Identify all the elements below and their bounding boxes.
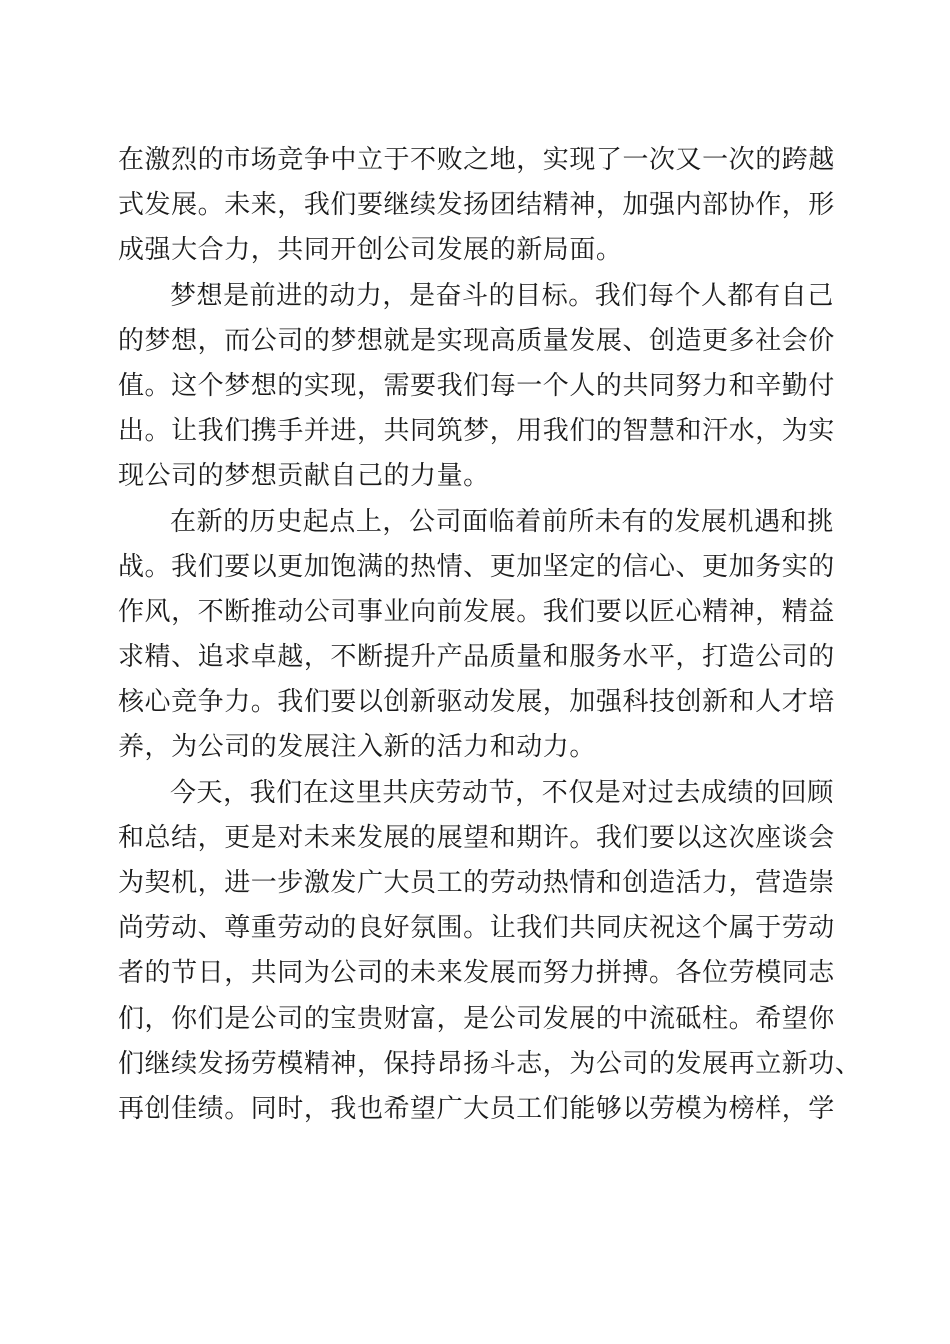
text-line: 现公司的梦想贡献自己的力量。 bbox=[118, 461, 490, 492]
text-line: 尚劳动、尊重劳动的良好氛围。让我们共同庆祝这个属于劳动 bbox=[118, 913, 835, 944]
text-line: 的梦想，而公司的梦想就是实现高质量发展、创造更多社会价 bbox=[118, 325, 835, 356]
text-line: 们，你们是公司的宝贵财富，是公司发展的中流砥柱。希望你 bbox=[118, 1003, 835, 1034]
text-line: 为契机，进一步激发广大员工的劳动热情和创造活力，营造崇 bbox=[118, 868, 835, 898]
paragraph-first-line: 梦想是前进的动力，是奋斗的目标。我们每个人都有自己 bbox=[170, 280, 834, 311]
text-line: 在激烈的市场竞争中立于不败之地，实现了一次又一次的跨越 bbox=[118, 145, 835, 175]
text-line: 成强大合力，共同开创公司发展的新局面。 bbox=[118, 235, 623, 266]
text-line: 再创佳绩。同时，我也希望广大员工们能够以劳模为榜样，学 bbox=[118, 1093, 835, 1124]
text-line: 求精、追求卓越，不断提升产品质量和服务水平，打造公司的 bbox=[118, 642, 835, 673]
text-line: 式发展。未来，我们要继续发扬团结精神，加强内部协作，形 bbox=[118, 190, 835, 221]
text-line: 和总结，更是对未来发展的展望和期许。我们要以这次座谈会 bbox=[118, 822, 835, 853]
text-line: 者的节日，共同为公司的未来发展而努力拼搏。各位劳模同志 bbox=[118, 958, 835, 989]
text-line: 作风，不断推动公司事业向前发展。我们要以匠心精神，精益 bbox=[118, 596, 835, 627]
text-line: 核心竞争力。我们要以创新驱动发展，加强科技创新和人才培 bbox=[118, 687, 835, 718]
text-line: 养，为公司的发展注入新的活力和动力。 bbox=[118, 732, 596, 763]
body-text bbox=[118, 138, 862, 1132]
paragraph-first-line: 在新的历史起点上，公司面临着前所未有的发展机遇和挑 bbox=[170, 506, 834, 537]
paragraph-first-line: 今天，我们在这里共庆劳动节，不仅是对过去成绩的回顾 bbox=[170, 777, 834, 808]
text-line: 战。我们要以更加饱满的热情、更加坚定的信心、更加务实的 bbox=[118, 551, 835, 582]
text-line: 们继续发扬劳模精神，保持昂扬斗志，为公司的发展再立新功、 bbox=[118, 1048, 862, 1079]
text-line: 值。这个梦想的实现，需要我们每一个人的共同努力和辛勤付 bbox=[118, 370, 835, 401]
text-line: 出。让我们携手并进，共同筑梦，用我们的智慧和汗水，为实 bbox=[118, 416, 835, 447]
